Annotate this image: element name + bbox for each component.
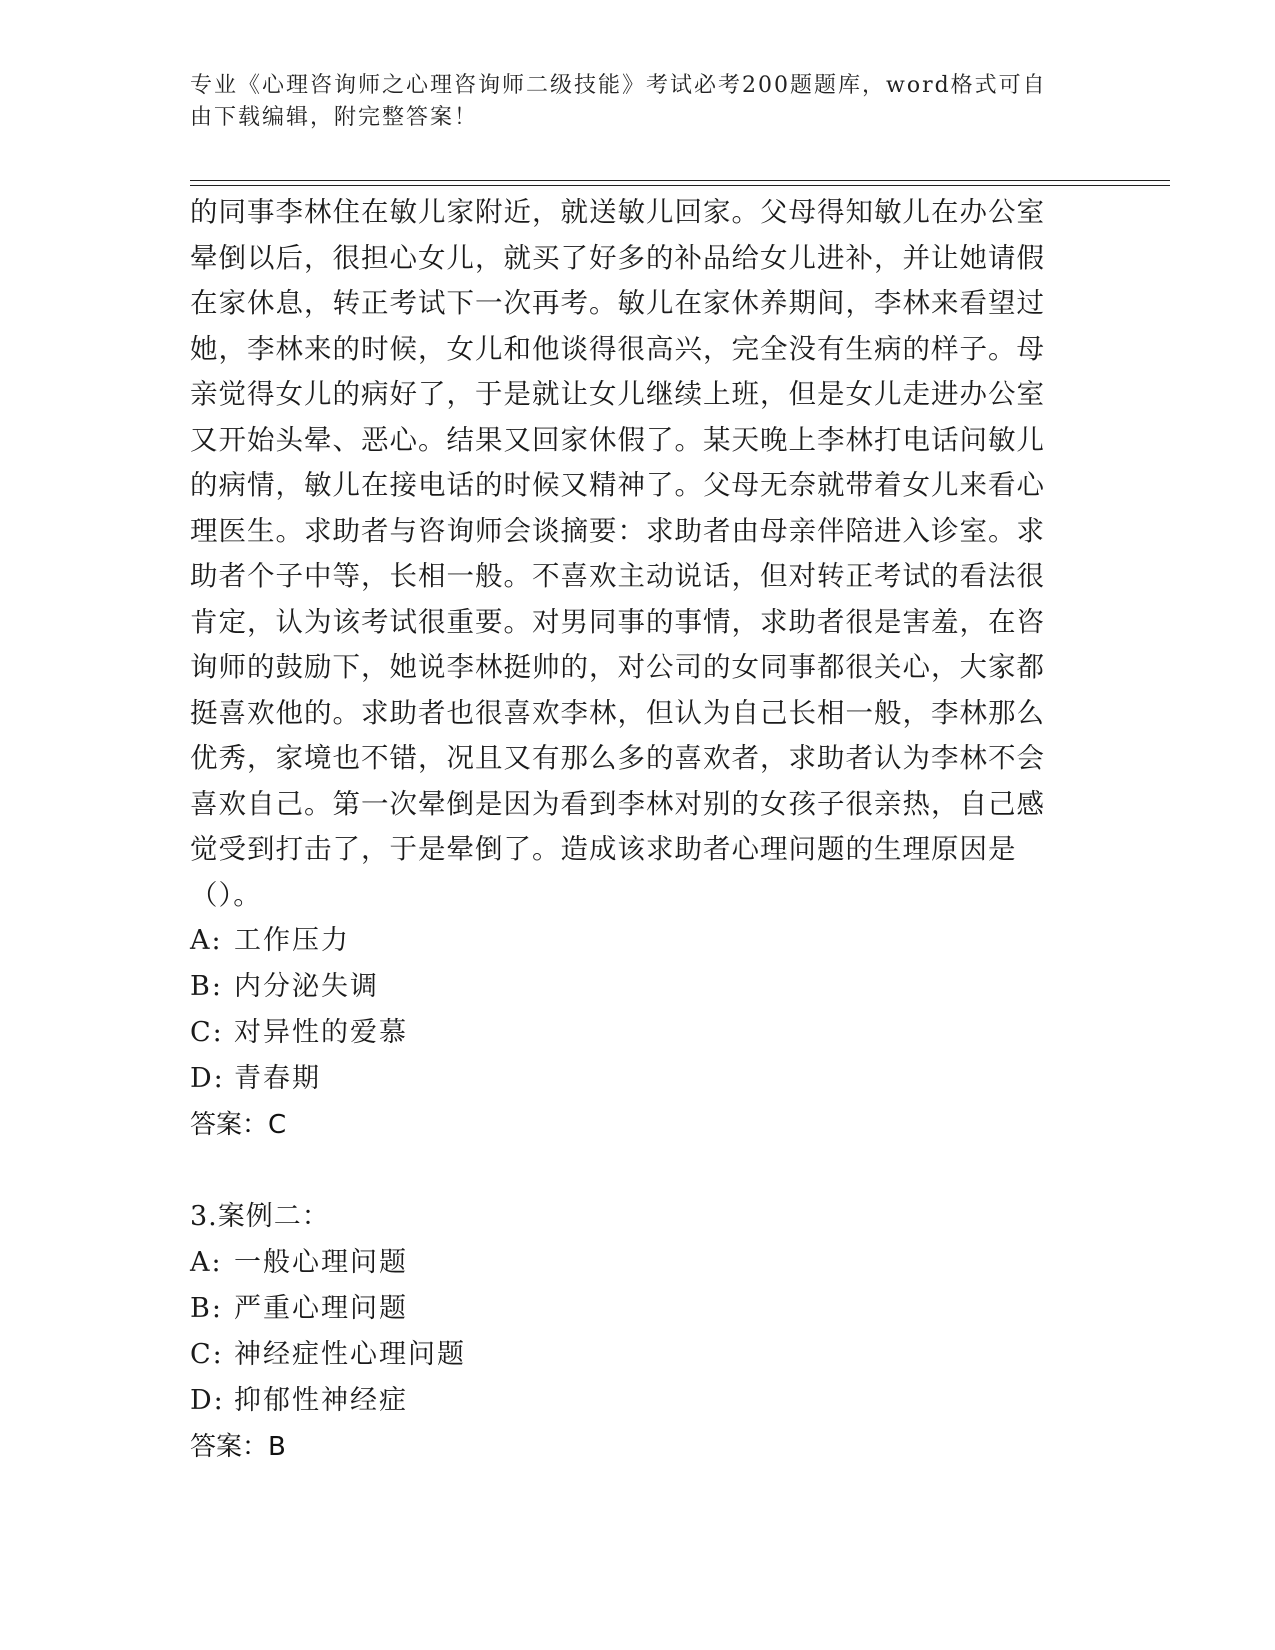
option-key: A: <box>190 1247 223 1278</box>
question-2 <box>190 190 1070 1148</box>
option-key: A: <box>190 925 223 956</box>
answer-line: 答案：C <box>190 1110 287 1140</box>
header-rule-bottom <box>190 185 1170 186</box>
document-header <box>190 70 1070 134</box>
question-3 <box>190 1194 1070 1470</box>
option-text: 严重心理问题 <box>234 1293 408 1324</box>
document-body <box>190 190 1070 1470</box>
option-b <box>190 964 1070 1010</box>
option-text: 对异性的爱慕 <box>234 1017 408 1048</box>
option-text: 青春期 <box>234 1063 321 1094</box>
header-title: 专业《心理咨询师之心理咨询师二级技能》考试必考200题题库，word格式可自由下载编辑，附完整答案！ <box>190 73 1047 130</box>
question-stem: 的同事李林住在敏儿家附近，就送敏儿回家。父母得知敏儿在办公室晕倒以后，很担心女儿，就买了好多的补品给女儿进补，并让她请假在家休息，转正考试下一次再考。敏儿在家休养期间，李林来看望过她，李林来的时候，女儿和他谈得很高兴，完全没有生病的样子。母亲觉得女儿的病好了，于是就让女儿继续上班，但是女儿走进办公室又开始头晕、恶心。结果又回家休假了。某天晚上李林打电话问敏儿的病情，敏儿在接电话的时候又精神了。父母无奈就带着女儿来看心理医生。求助者与咨询师会谈摘要：求助者由母亲伴陪进入诊室。求助者个子中等，长相一般。不喜欢主动说话，但对转正考试的看法很肯定，认为该考试很重要。对男同事的事情，求助者很是害羞，在咨询师的鼓励下，她说李林挺帅的，对公司的女同事都很关心，大家都挺喜欢他的。求助者也很喜欢李林，但认为自己长相一般，李林那么优秀，家境也不错，况且又有那么多的喜欢者，求助者认为李林不会喜欢自己。第一次晕倒是因为看到李林对别的女孩子很亲热，自己感觉受到打击了，于是晕倒了。造成该求助者心理问题的生理原因是（）。 <box>190 196 1045 911</box>
option-key: D: <box>190 1063 225 1094</box>
option-d <box>190 1056 1070 1102</box>
option-key: D: <box>190 1385 225 1416</box>
option-c <box>190 1332 1070 1378</box>
header-rule-top <box>190 180 1170 181</box>
option-c <box>190 1010 1070 1056</box>
answer-line: 答案：B <box>190 1432 286 1462</box>
option-key: B: <box>190 1293 223 1324</box>
option-key: B: <box>190 971 223 1002</box>
option-text: 抑郁性神经症 <box>234 1385 408 1416</box>
option-a <box>190 918 1070 964</box>
option-key: C: <box>190 1339 224 1370</box>
option-key: C: <box>190 1017 224 1048</box>
question-title: 3.案例二： <box>190 1201 330 1232</box>
option-text: 神经症性心理问题 <box>234 1339 466 1370</box>
option-b <box>190 1286 1070 1332</box>
option-a <box>190 1240 1070 1286</box>
option-text: 一般心理问题 <box>234 1247 408 1278</box>
option-d <box>190 1378 1070 1424</box>
option-text: 内分泌失调 <box>234 971 379 1002</box>
option-text: 工作压力 <box>234 925 350 956</box>
